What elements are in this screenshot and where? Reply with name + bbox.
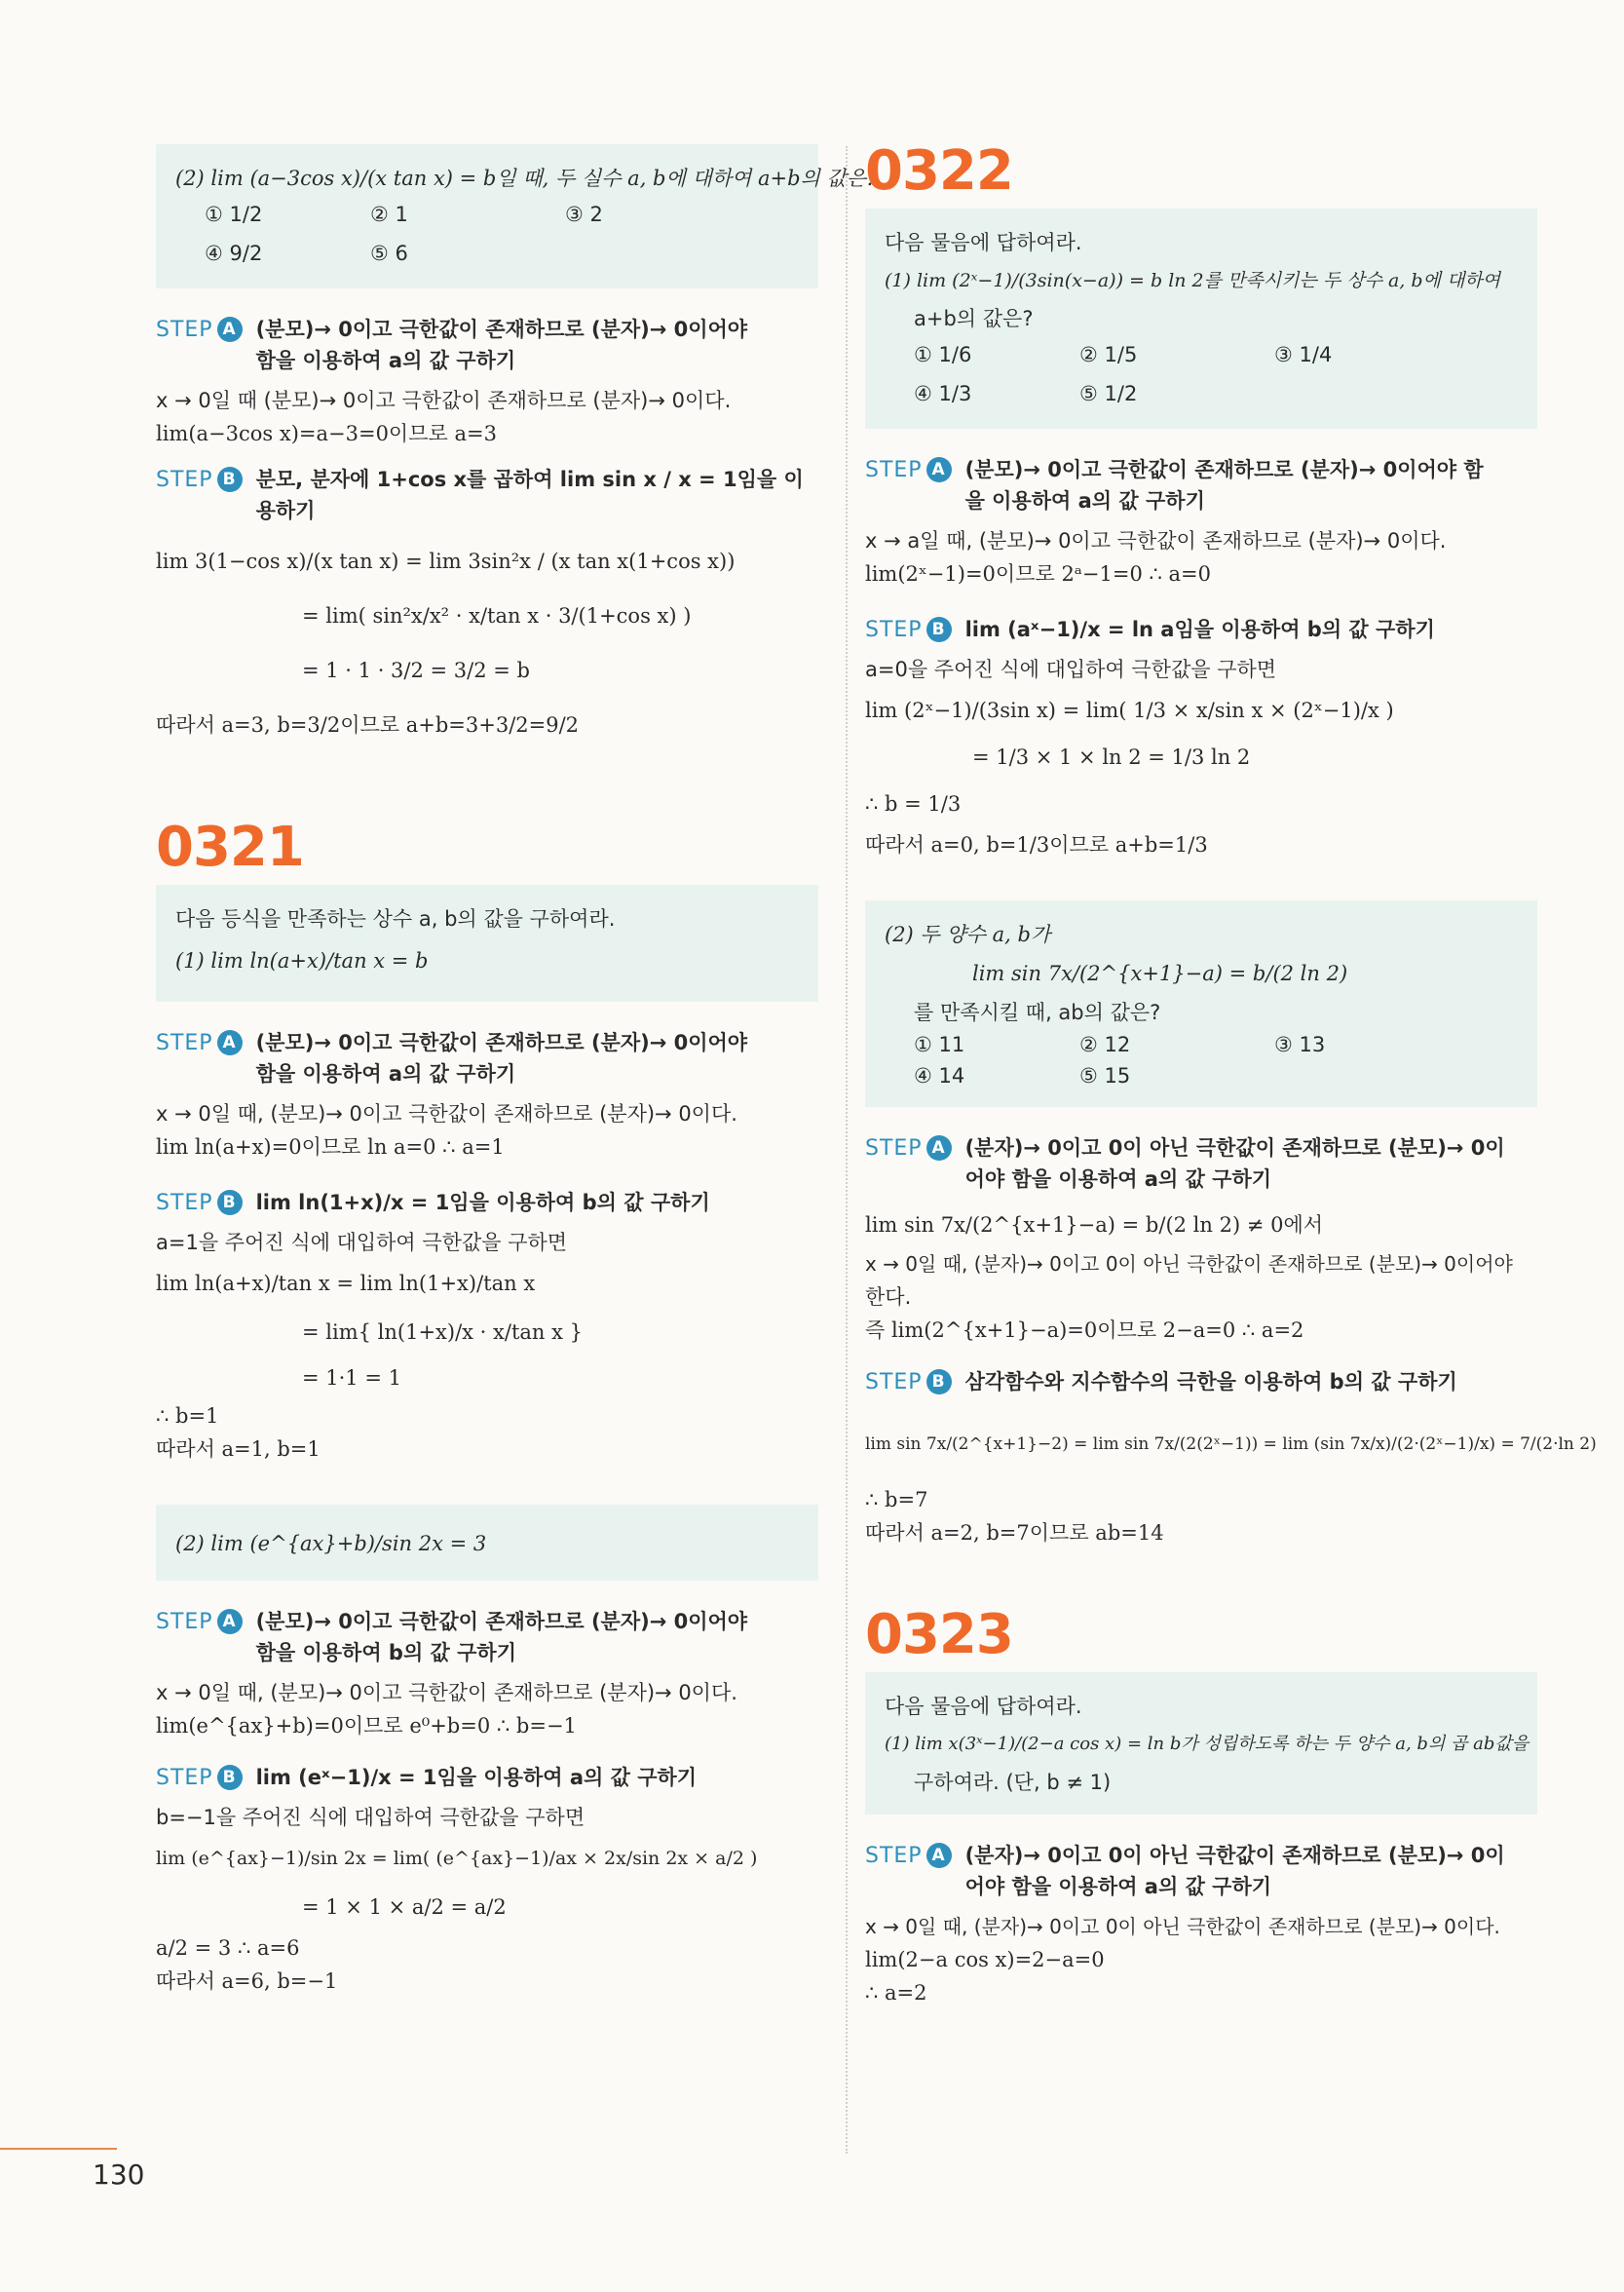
step-b-title: 삼각함수와 지수함수의 극한을 이용하여 b의 값 구하기 [964,1370,1457,1394]
equation-line: lim (2ˣ−1)/(3sin x) = lim( 1/3 × x/sin x × (2ˣ−1)/x ) [865,699,1394,722]
equation-line: = lim{ ln(1+x)/x · x/tan x } [302,1320,583,1344]
choice-3[interactable]: ③ 2 [565,203,603,226]
step-a-title: (분모)→ 0이고 극한값이 존재하므로 (분자)→ 0이어야 함을 이용하여 a의 값 구하기 [255,1031,748,1086]
step-b [156,464,818,526]
step-b-tag: STEP B [156,464,243,495]
choice-3[interactable]: ③ 13 [1274,1033,1326,1056]
question-box-0322-2 [865,900,1537,1107]
result-line: a/2 = 3 ∴ a=6 [156,1936,300,1960]
step-b-title: lim (eˣ−1)/x = 1임을 이용하여 a의 값 구하기 [255,1766,698,1789]
equation-line: = 1 × 1 × a/2 = a/2 [302,1895,507,1919]
solution-line: lim(2ˣ−1)=0이므로 2ᵃ−1=0 ∴ a=0 [865,562,1212,586]
equation-line: lim (e^{ax}−1)/sin 2x = lim( (e^{ax}−1)/ax × 2x/sin 2x × a/2 ) [156,1848,758,1869]
question-part-1b: 구하여라. (단, b ≠ 1) [914,1771,1112,1794]
choice-1[interactable]: ① 1/6 [914,343,972,366]
step-b [865,614,1537,645]
step-b-badge: B [217,467,243,492]
step-a-badge: A [926,1843,952,1868]
step-b-tag: STEP B [156,1187,243,1218]
result-line: ∴ b = 1/3 [865,792,962,816]
result-line: ∴ b=1 [156,1404,219,1428]
left-column [156,144,878,1998]
solution-line: 한다. [865,1285,912,1309]
step-b-badge: B [217,1190,243,1215]
choice-4[interactable]: ④ 1/3 [914,382,972,405]
equation-line: = lim( sin²x/x² · x/tan x · 3/(1+cos x) ) [302,604,692,628]
step-a-badge: A [926,457,952,482]
question-part-1: (1) lim (2ˣ−1)/(3sin(x−a)) = b ln 2를 만족시키는 두 상수 a, b에 대하여 [885,270,1501,291]
question-prompt: 다음 물음에 답하여라. [885,231,1082,254]
equation-line: lim sin 7x/(2^{x+1}−2) = lim sin 7x/(2(2ˣ−1)) = lim (sin 7x/x)/(2·(2ˣ−1)/x) = 7/(2·ln 2) [865,1434,1597,1454]
conclusion-line: 따라서 a=2, b=7이므로 ab=14 [865,1521,1164,1545]
choice-5[interactable]: ⑤ 1/2 [1079,382,1138,405]
question-0322 [865,139,1537,429]
result-line: ∴ b=7 [865,1488,928,1511]
step-a-tag: STEP A [865,1840,952,1871]
question-part-2-c: 를 만족시킬 때, ab의 값은? [914,1001,1161,1024]
solution-line: b=−1을 주어진 식에 대입하여 극한값을 구하면 [156,1806,585,1829]
step-a [865,1840,1537,1902]
step-b-title: lim (aˣ−1)/x = ln a임을 이용하여 b의 값 구하기 [964,618,1435,641]
question-part-1: (1) lim x(3ˣ−1)/(2−a cos x) = ln b가 성립하도록 하는 두 양수 a, b의 곱 ab값을 [885,1734,1530,1754]
solution-line: x → 0일 때, (분모)→ 0이고 극한값이 존재하므로 (분자)→ 0이다. [156,1681,737,1704]
solution-line: lim ln(a+x)=0이므로 ln a=0 ∴ a=1 [156,1135,505,1159]
step-a [156,1606,818,1668]
choice-4[interactable]: ④ 9/2 [205,242,263,265]
choice-3[interactable]: ③ 1/4 [1274,343,1333,366]
question-prompt: 다음 등식을 만족하는 상수 a, b의 값을 구하여라. [175,907,616,931]
solution-line: a=1을 주어진 식에 대입하여 극한값을 구하면 [156,1231,568,1254]
page-number-rule [0,2148,117,2150]
solution-line: lim(a−3cos x)=a−3=0이므로 a=3 [156,422,497,445]
question-box-0322-1 [865,209,1537,429]
conclusion-line: 따라서 a=3, b=3/2이므로 a+b=3+3/2=9/2 [156,713,580,737]
solution-line: x → a일 때, (분모)→ 0이고 극한값이 존재하므로 (분자)→ 0이다. [865,529,1447,553]
question-0323 [865,1603,1537,1814]
question-number: 0322 [865,139,1013,203]
answer-choices [914,1029,1518,1091]
step-a-badge: A [217,1030,243,1055]
step-a-title: (분모)→ 0이고 극한값이 존재하므로 (분자)→ 0이어야 함을 이용하여 a의 값 구하기 [255,318,748,372]
step-b-badge: B [926,617,952,642]
step-a-badge: A [217,1609,243,1634]
step-b-title: 분모, 분자에 1+cos x를 곱하여 lim sin x / x = 1임을 이용하기 [255,468,804,522]
equation-line: lim 3(1−cos x)/(x tan x) = lim 3sin²x / (x tan x(1+cos x)) [156,550,736,573]
solution-line: x → 0일 때, (분자)→ 0이고 0이 아닌 극한값이 존재하므로 (분모)→ 0이어야 [865,1252,1513,1276]
step-b [865,1366,1537,1397]
step-a-badge: A [926,1135,952,1161]
solution-line: a=0을 주어진 식에 대입하여 극한값을 구하면 [865,658,1277,681]
question-part-2: (2) 두 양수 a, b가 [885,923,1051,946]
choice-1[interactable]: ① 1/2 [205,203,263,226]
solution-line: x → 0일 때, (분자)→ 0이고 0이 아닌 극한값이 존재하므로 (분모)→ 0이다. [865,1915,1500,1938]
step-a-badge: A [217,317,243,342]
question-box-0320-2 [156,144,878,288]
question-part-2: (2) lim (e^{ax}+b)/sin 2x = 3 [175,1532,487,1555]
step-b-badge: B [926,1369,952,1394]
conclusion-line: 따라서 a=0, b=1/3이므로 a+b=1/3 [865,833,1208,857]
solution-line: lim sin 7x/(2^{x+1}−a) = b/(2 ln 2) ≠ 0에서 [865,1213,1324,1237]
step-b-title: lim ln(1+x)/x = 1임을 이용하여 b의 값 구하기 [255,1191,710,1214]
step-a-title: (분모)→ 0이고 극한값이 존재하므로 (분자)→ 0이어야 함을 이용하여 b의 값 구하기 [255,1610,748,1664]
step-a-title: (분모)→ 0이고 극한값이 존재하므로 (분자)→ 0이어야 함을 이용하여 a의 값 구하기 [964,458,1484,513]
equation-line: = 1 · 1 · 3/2 = 3/2 = b [302,659,530,682]
question-part-2-eq: lim sin 7x/(2^{x+1}−a) = b/(2 ln 2) [972,962,1348,985]
question-part-1b: a+b의 값은? [914,307,1034,330]
step-a [865,1132,1537,1195]
step-b-tag: STEP B [156,1762,243,1793]
question-text: (2) lim (a−3cos x)/(x tan x) = b일 때, 두 실수 a, b에 대하여 a+b의 값은? [175,167,878,190]
equation-line: lim ln(a+x)/tan x = lim ln(1+x)/tan x [156,1272,536,1295]
choice-5[interactable]: ⑤ 15 [1079,1064,1131,1088]
conclusion-line: 따라서 a=1, b=1 [156,1437,321,1461]
equation-line: = 1/3 × 1 × ln 2 = 1/3 ln 2 [972,745,1251,769]
question-number: 0323 [865,1603,1013,1666]
question-part-1: (1) lim ln(a+x)/tan x = b [175,949,429,973]
step-b [156,1187,818,1218]
question-0321 [156,816,818,1002]
conclusion-line: 따라서 a=6, b=−1 [156,1969,338,1993]
step-a-tag: STEP A [156,1606,243,1637]
solution-line: lim(2−a cos x)=2−a=0 [865,1948,1105,1971]
choice-2[interactable]: ② 1 [370,203,408,226]
equation-line: = 1·1 = 1 [302,1366,401,1390]
step-b [156,1762,818,1793]
question-box-0323 [865,1672,1537,1814]
solution-line: lim(e^{ax}+b)=0이므로 e⁰+b=0 ∴ b=−1 [156,1714,577,1738]
question-number: 0321 [156,816,304,879]
solution-line: x → 0일 때 (분모)→ 0이고 극한값이 존재하므로 (분자)→ 0이다. [156,389,732,412]
step-b-tag: STEP B [865,1366,952,1397]
solution-line: x → 0일 때, (분모)→ 0이고 극한값이 존재하므로 (분자)→ 0이다. [156,1102,737,1126]
choice-2[interactable]: ② 12 [1079,1033,1131,1056]
choice-5[interactable]: ⑤ 6 [370,242,408,265]
right-column [865,139,1597,2009]
question-box-0321 [156,885,818,1002]
step-b-badge: B [217,1765,243,1790]
step-a-tag: STEP A [865,1132,952,1164]
step-a-tag: STEP A [865,454,952,485]
question-prompt: 다음 물음에 답하여라. [885,1695,1082,1718]
step-a-tag: STEP A [156,314,243,345]
answer-choices [205,195,799,273]
column-divider [846,146,848,2154]
page-number: 130 [93,2158,145,2191]
step-a [156,314,818,376]
step-a-title: (분자)→ 0이고 0이 아닌 극한값이 존재하므로 (분모)→ 0이어야 함을 이용하여 a의 값 구하기 [964,1844,1505,1898]
result-line: ∴ a=2 [865,1981,927,2005]
choice-2[interactable]: ② 1/5 [1079,343,1138,366]
solution-line: 즉 lim(2^{x+1}−a)=0이므로 2−a=0 ∴ a=2 [865,1318,1304,1342]
step-a-title: (분자)→ 0이고 0이 아닌 극한값이 존재하므로 (분모)→ 0이어야 함을 이용하여 a의 값 구하기 [964,1136,1505,1191]
step-a [865,454,1537,516]
answer-choices [914,335,1518,413]
step-b-tag: STEP B [865,614,952,645]
step-a [156,1027,818,1089]
step-a-tag: STEP A [156,1027,243,1058]
choice-1[interactable]: ① 11 [914,1033,965,1056]
choice-4[interactable]: ④ 14 [914,1064,965,1088]
question-box-0321-2 [156,1505,818,1581]
